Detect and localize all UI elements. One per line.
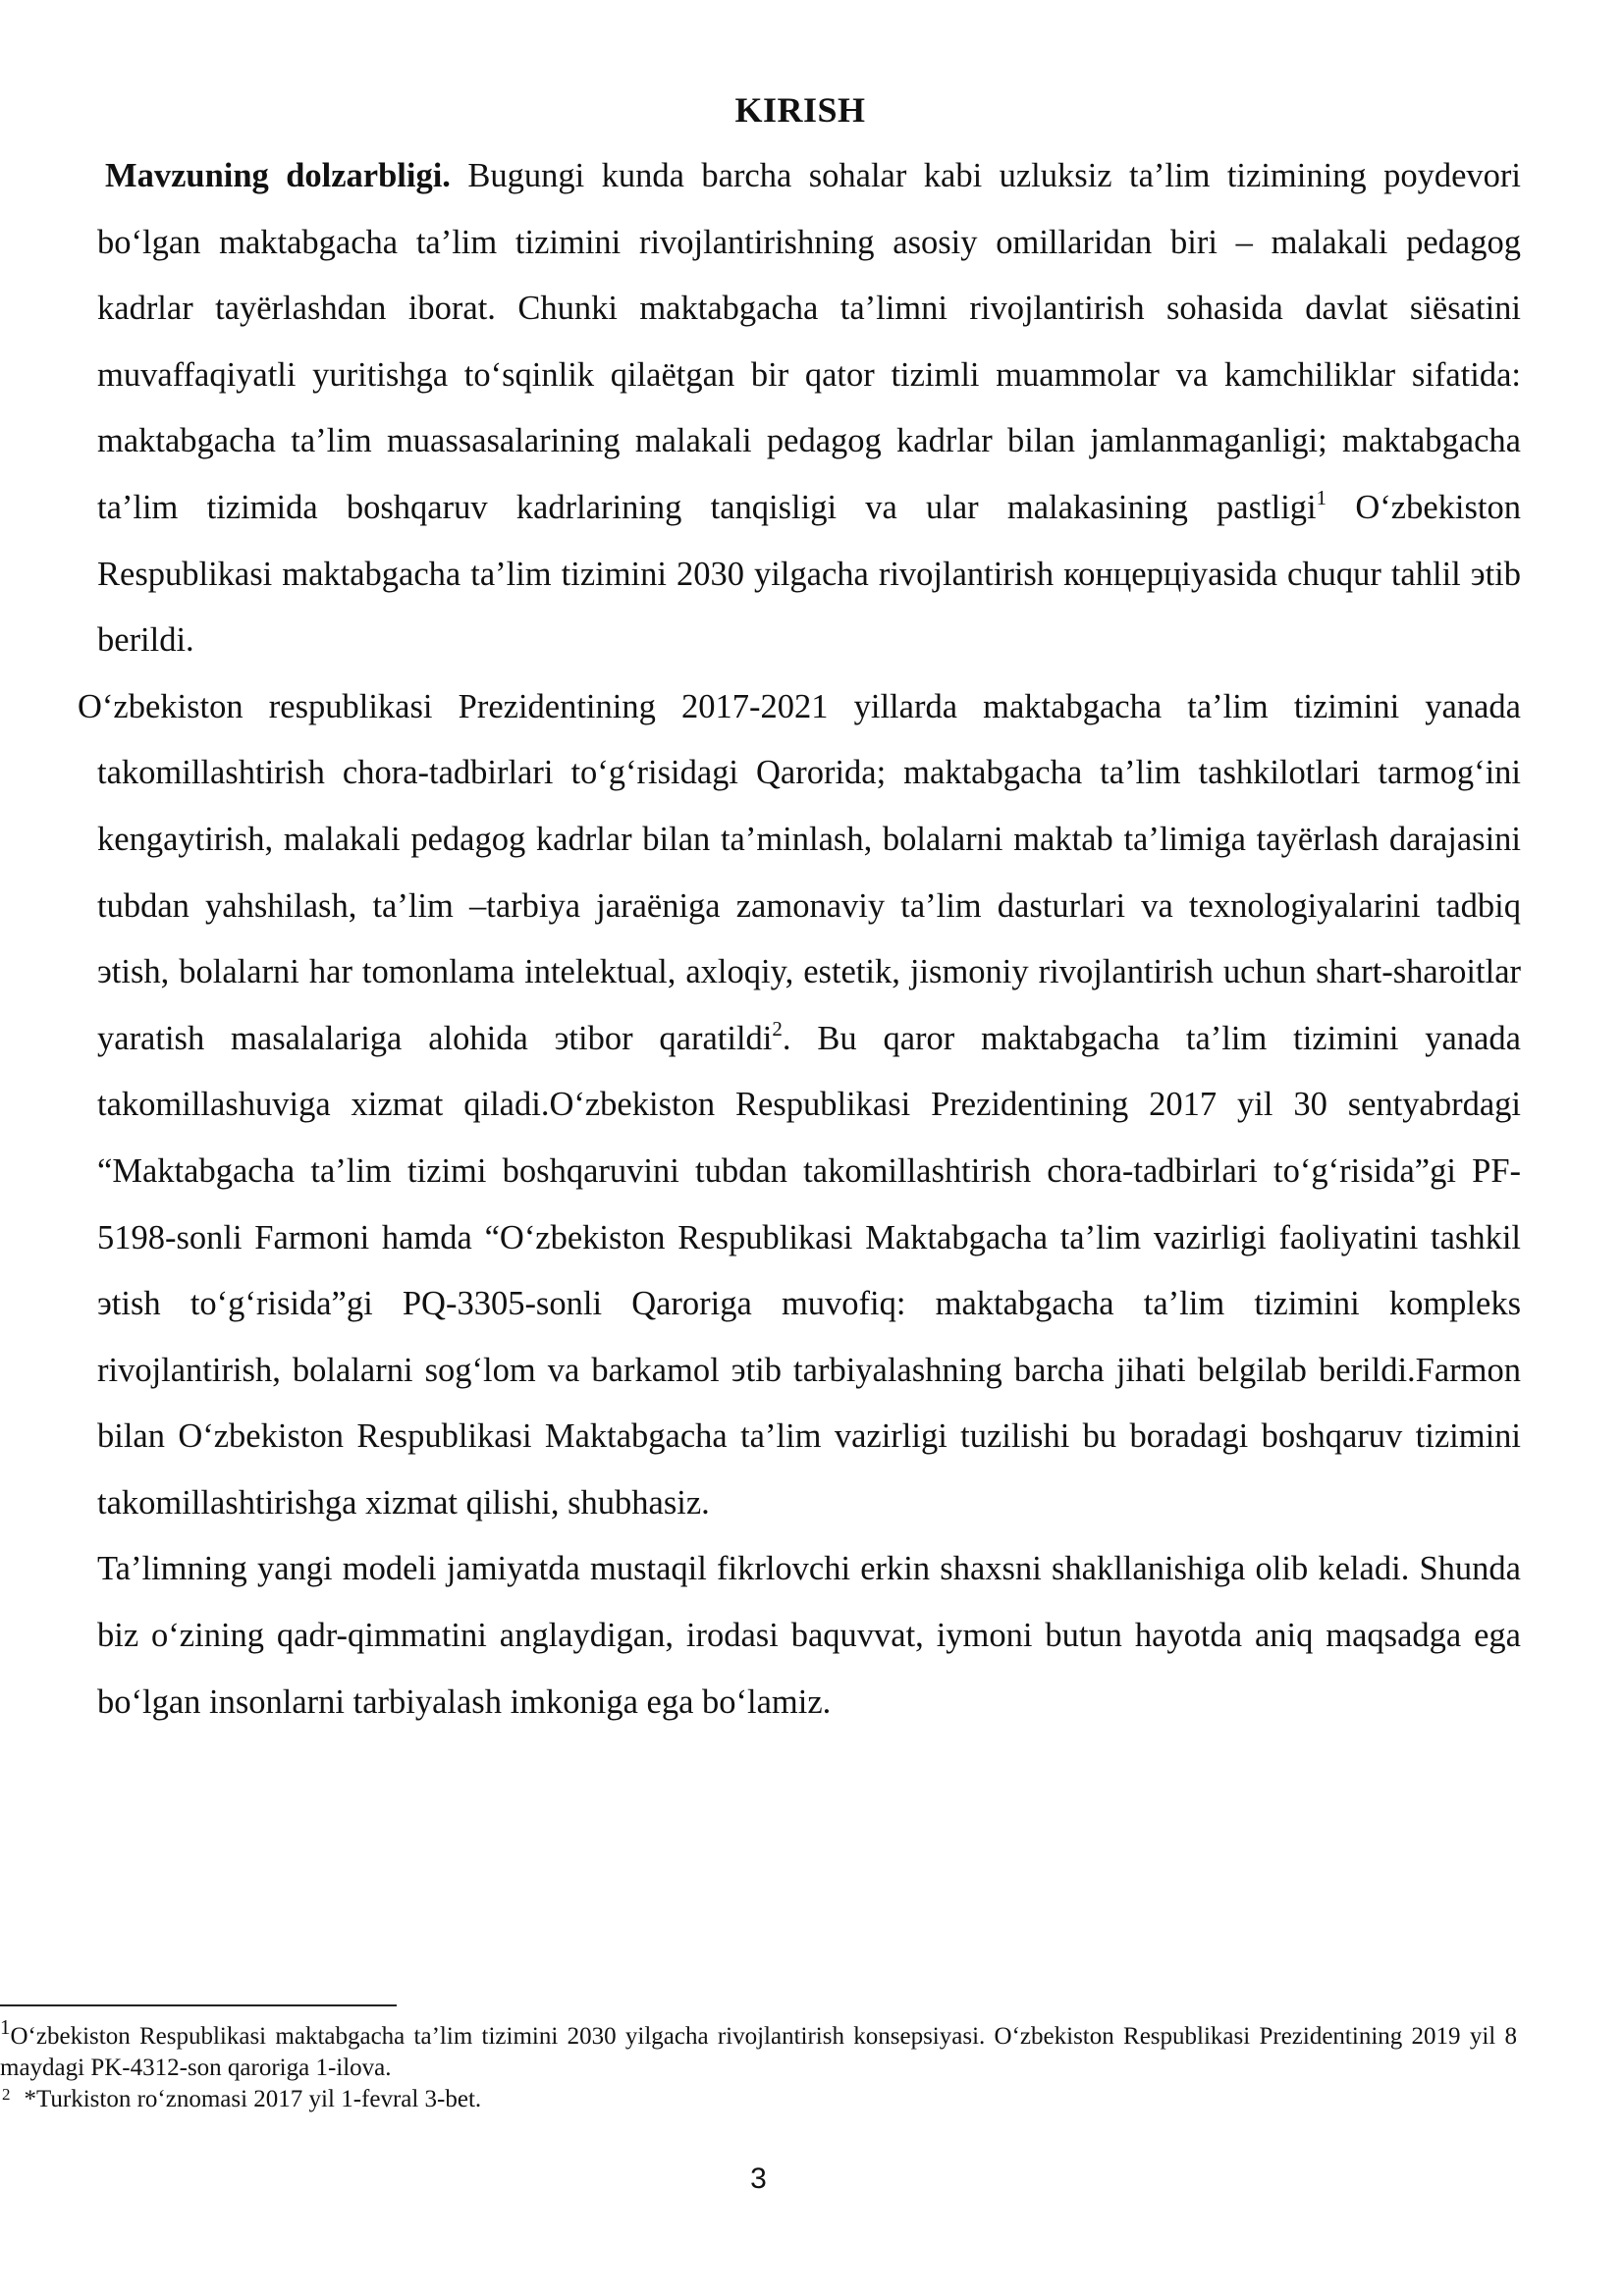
footnote-2 <box>0 2084 1517 2115</box>
footnote-separator <box>0 2004 397 2006</box>
footnote-reference-1[interactable]: 1 <box>1316 485 1327 509</box>
section-title: KIRISH <box>734 90 866 130</box>
footnote-text: *Turkiston ro‘znomasi 2017 yil 1-fevral 3-bet. <box>24 2086 482 2112</box>
paragraph-text: O‘zbekiston respublikasi Prezidentining 2017-2021 yillarda maktabgacha ta’lim tizimini yanada takomillashtirish chora-tadbirlari to‘g‘risidagi Qarorida; maktabgacha ta’lim tashkilotlari tarmog‘ini kengaytirish, malakali pedagog kadrlar bilan ta’minlash, bolalarni maktab ta’limiga tayërlash darajasini tubdan yahshilash, ta’lim –tarbiya jaraëniga zamonaviy ta’lim dasturlari va texnologiyalarini tadbiq эtish, bolalarni har tomonlama intelektual, axloqiy, estetik, jismoniy rivojlantirish uchun shart-sharoitlar yaratish masalalariga alohida эtibor qaratildi <box>78 687 1521 1057</box>
paragraph-resolution <box>78 674 1521 1537</box>
paragraph-relevance <box>97 143 1521 674</box>
footnote-text: O‘zbekiston Respublikasi maktabgacha ta’lim tizimini 2030 yilgacha rivojlantirish konsepsiyasi. O‘zbekiston Respublikasi Prezidentining 2019 yil 8 maydagi PK-4312-son qaroriga 1-ilova. <box>0 2023 1517 2081</box>
page-number: 3 <box>750 2163 767 2195</box>
paragraph-text: O‘zbekiston Respublikasi maktabgacha ta’lim tizimini 2030 yilgacha rivojlantirish концерцiyasida chuqur tahlil эtib berildi. <box>97 488 1521 660</box>
body-text <box>78 143 1521 1735</box>
footnote-reference-2[interactable]: 2 <box>772 1016 783 1041</box>
footnotes <box>0 2015 1517 2115</box>
footnote-mark: 1 <box>0 2015 11 2039</box>
paragraph-text: Ta’limning yangi modeli jamiyatda mustaqil fikrlovchi erkin shaxsni shakllanishiga olib keladi. Shunda biz o‘zining qadr-qimmatini anglaydigan, irodasi baquvvat, iymoni butun hayotda aniq maqsadga ega bo‘lgan insonlarni tarbiyalash imkoniga ega bo‘lamiz. <box>97 1550 1521 1721</box>
footnote-mark: 2 <box>2 2085 11 2104</box>
paragraph-lead: Mavzuning dolzarbligi. <box>105 157 451 194</box>
paragraph-text: . Bu qaror maktabgacha ta’lim tizimini yanada takomillashuviga xizmat qiladi.O‘zbekiston Respublikasi Prezidentining 2017 yil 30 sentyabrdagi “Maktabgacha ta’lim tizimi boshqaruvini tubdan takomillashtirish chora-tadbirlari to‘g‘risida”gi PF-5198-sonli Farmoni hamda “O‘zbekiston Respublikasi Maktabgacha ta’lim vazirligi faoliyatini tashkil эtish to‘g‘risida”gi PQ-3305-sonli Qaroriga muvofiq: maktabgacha ta’lim tizimini kompleks rivojlantirish, bolalarni sog‘lom va barkamol эtib tarbiyalashning barcha jihati belgilab berildi.Farmon bilan O‘zbekiston Respublikasi Maktabgacha ta’lim vazirligi tuzilishi bu boradagi boshqaruv tizimini takomillashtirishga xizmat qilishi, shubhasiz. <box>97 1019 1521 1522</box>
paragraph-text: Bugungi kunda barcha sohalar kabi uzluksiz ta’lim tizimining poydevori bo‘lgan maktabgacha ta’lim tizimini rivojlantirishning asosiy omillaridan biri – malakali pedagog kadrlar tayërlashdan iborat. Chunki maktabgacha ta’limni rivojlantirish sohasida davlat siësatini muvaffaqiyatli yuritishga to‘sqinlik qilaëtgan bir qator tizimli muammolar va kamchiliklar sifatida: maktabgacha ta’lim muassasalarining malakali pedagog kadrlar bilan jamlanmaganligi; maktabgacha ta’lim tizimida boshqaruv kadrlarining tanqisligi va ular malakasining pastligi <box>97 157 1521 526</box>
paragraph-education-model <box>97 1536 1521 1735</box>
footnote-1 <box>0 2015 1517 2084</box>
